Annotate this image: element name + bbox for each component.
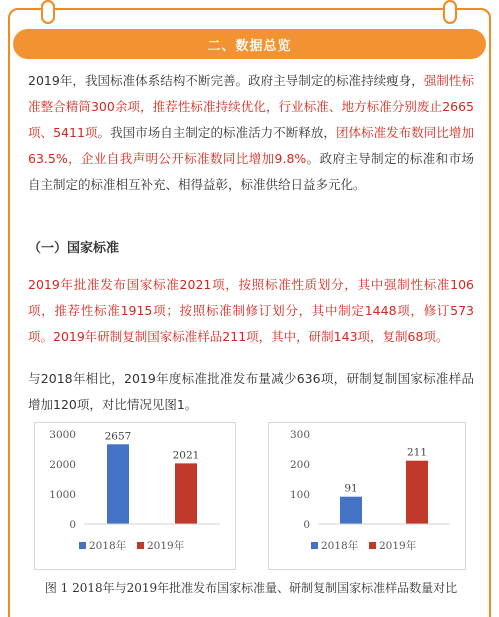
legend-swatch [311, 542, 318, 549]
legend-label: 2019年 [379, 540, 417, 552]
data-label: 2021 [172, 449, 200, 462]
data-label: 211 [406, 446, 428, 459]
legend-swatch [79, 542, 86, 549]
legend-label: 2019年 [147, 540, 185, 552]
bar-2018年 [340, 497, 362, 524]
figure-caption: 图 1 2018年与2019年批准发布国家标准量、研制复制国家标准样品数量对比 [44, 581, 458, 595]
legend-label: 2018年 [321, 540, 359, 552]
legend-swatch [369, 542, 376, 549]
chart-reference-materials [268, 422, 466, 570]
overview-text-e: 。政府主导制定的标准和市场自主制定的标准相互补充、相得益彰，标准供给日益多元化。 [28, 151, 474, 192]
legend-swatch [137, 542, 144, 549]
overview-paragraph [28, 68, 474, 198]
chart-reference-materials-svg [268, 422, 466, 570]
y-tick-label: 3000 [49, 429, 76, 441]
y-tick-label: 1000 [49, 489, 76, 501]
comparison-paragraph: 与2018年相比，2019年度标准批准发布量减少636项，研制复制国家标准样品增加120项，对比情况见图1。 [28, 371, 474, 412]
chart-standards-issued-svg [34, 422, 236, 570]
section-heading: （一）国家标准 [28, 241, 120, 256]
y-tick-label: 0 [303, 519, 310, 531]
y-tick-label: 2000 [49, 459, 76, 471]
y-tick-label: 200 [289, 459, 310, 471]
data-label: 2657 [104, 430, 132, 443]
banner-title: 二、数据总览 [207, 38, 292, 54]
overview-text-c: 。我国市场自主制定的标准活力不断释放， [97, 125, 336, 140]
overview-text-a: 2019年，我国标准体系结构不断完善。政府主导制定的标准持续瘦身， [28, 73, 424, 88]
binder-clip-left [41, 0, 55, 24]
data-label: 91 [344, 482, 358, 495]
y-tick-label: 100 [289, 489, 310, 501]
bar-2019年 [406, 461, 428, 524]
bar-2019年 [175, 463, 197, 524]
binder-clip-right [443, 0, 457, 24]
bar-2018年 [107, 444, 129, 524]
y-tick-label: 0 [69, 519, 76, 531]
chart-standards-issued [34, 422, 236, 570]
y-tick-label: 300 [289, 429, 310, 441]
overview-text-b: 强制性标准整合精简300余项，推荐性标准持续优化，行业标准、地方标准分别废止2665项、5411项 [28, 73, 474, 140]
national-standards-paragraph: 2019年批准发布国家标准2021项，按照标准性质划分，其中强制性标准106项，推荐性标准1915项；按照标准制修订划分，其中制定1448项，修订573项。2019年研制复制国家标准样品211项，其中，研制143项，复制68项。 [28, 277, 474, 344]
legend-label: 2018年 [89, 540, 127, 552]
section-banner [13, 29, 486, 59]
overview-text-d: 团体标准发布数同比增加63.5%，企业自我声明公开标准数同比增加9.8% [28, 125, 474, 166]
